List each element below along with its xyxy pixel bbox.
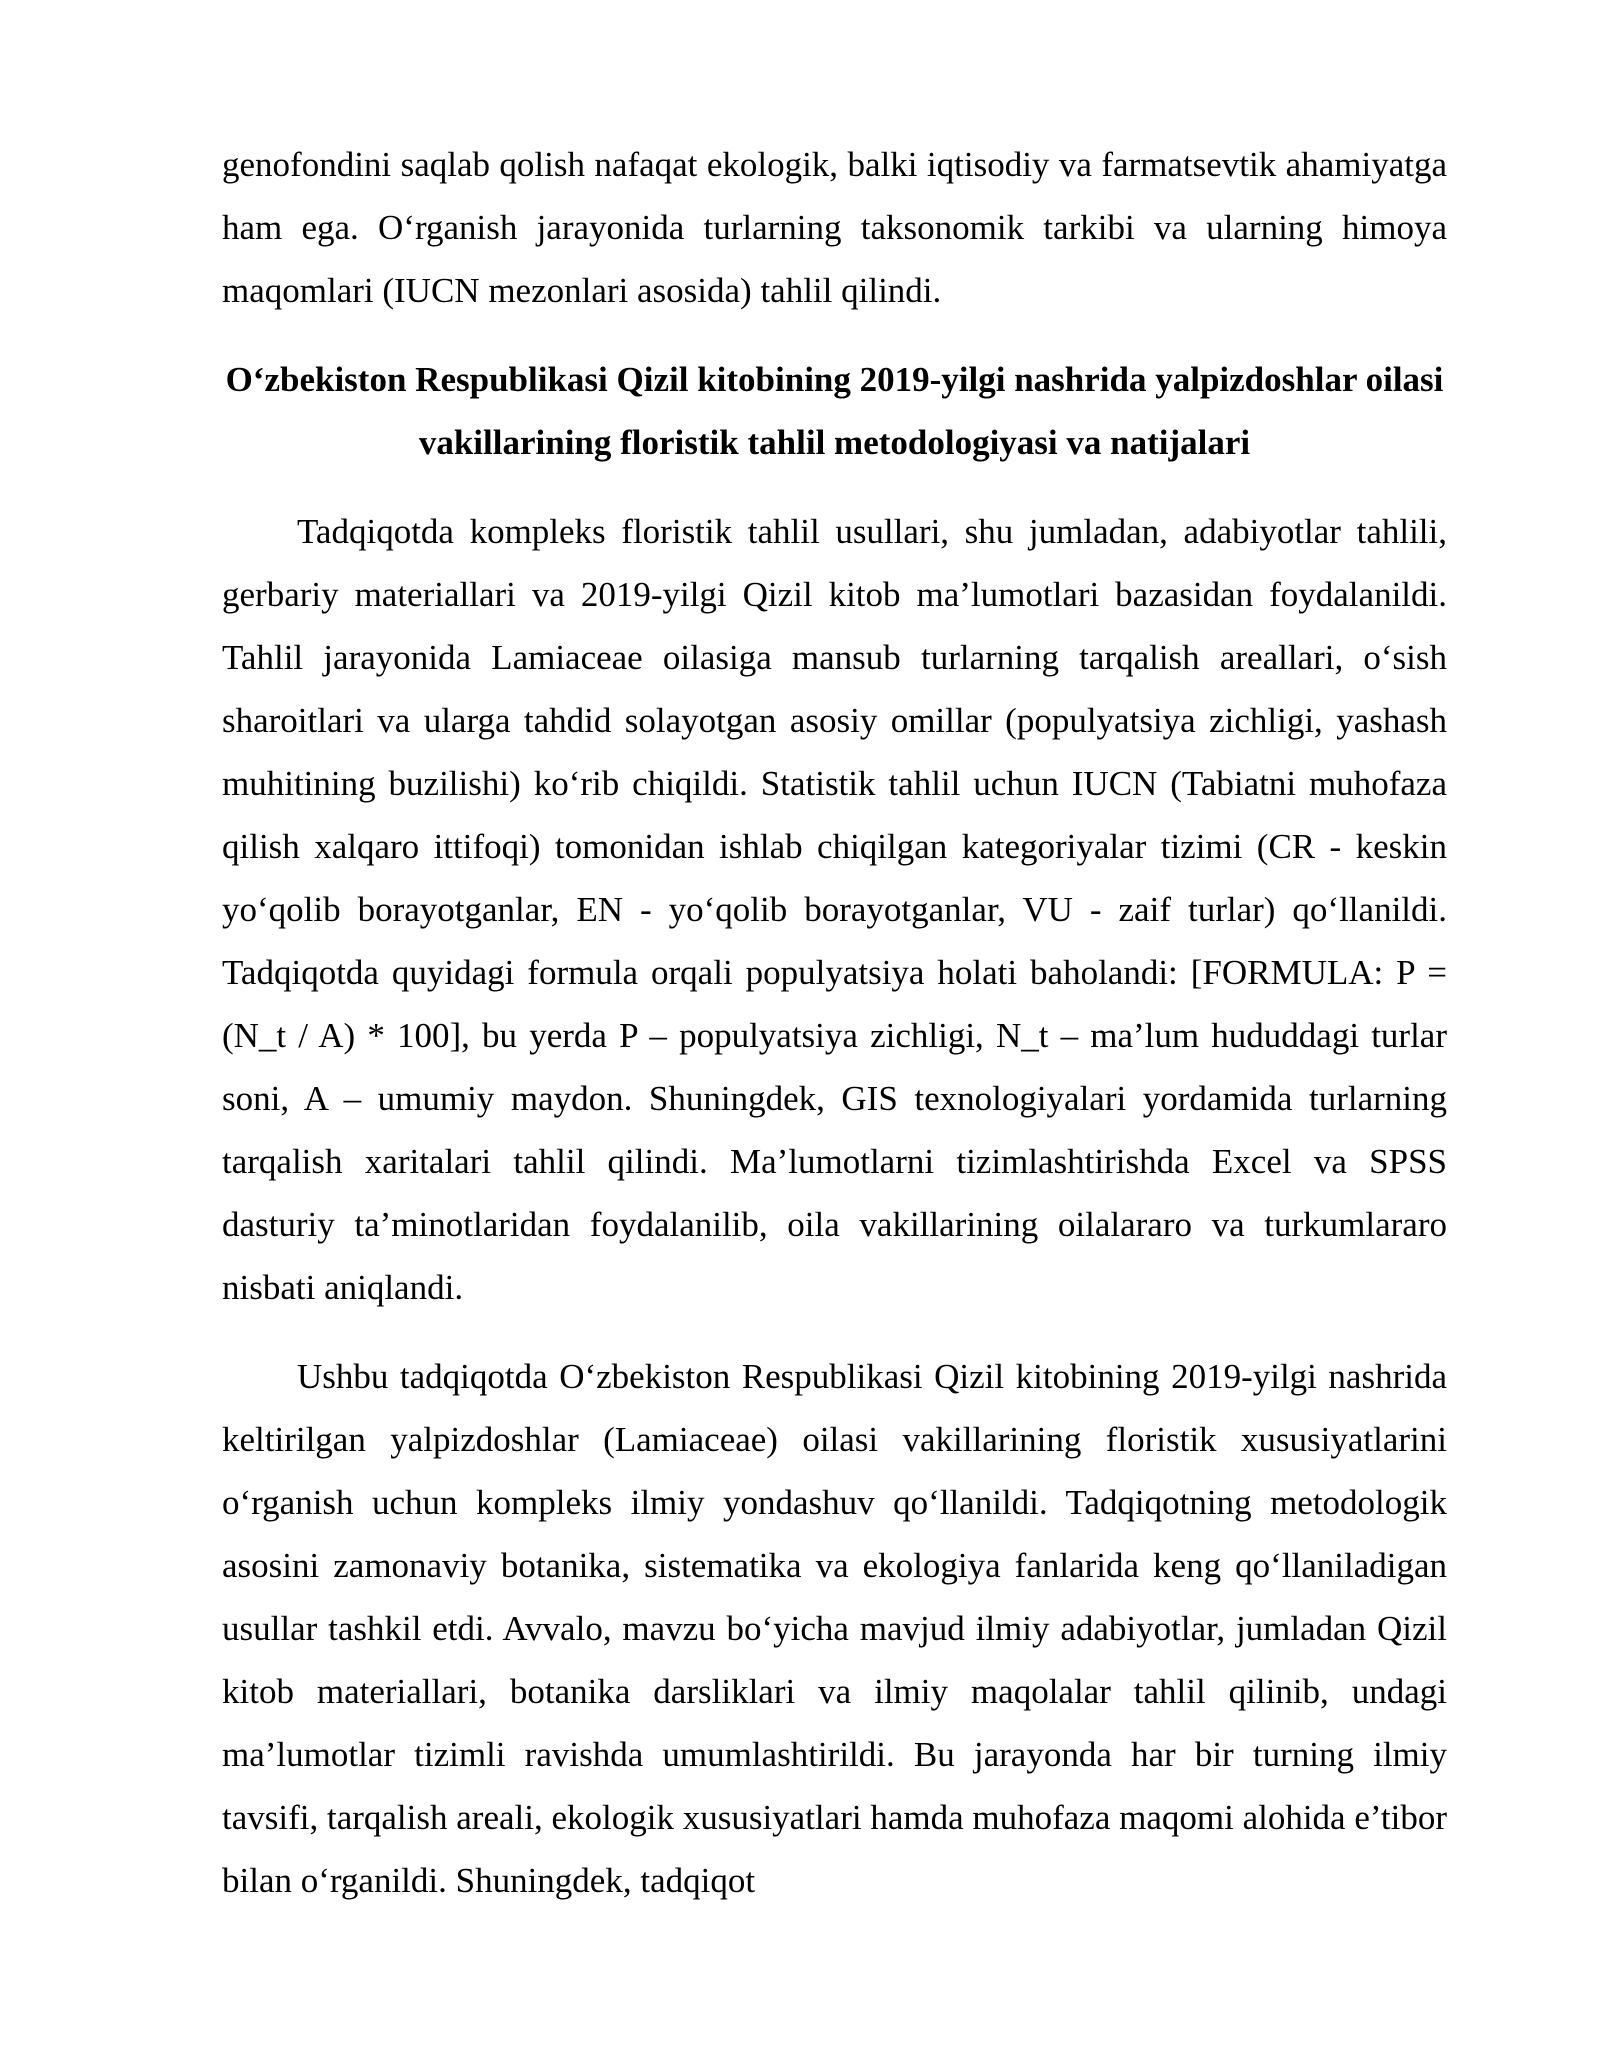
paragraph-methodology: Tadqiqotda kompleks floristik tahlil usullari, shu jumladan, adabiyotlar tahlili, gerbariy materiallari va 2019-yilgi Qizil kitob ma’lumotlari bazasidan foydalanildi. Tahlil jarayonida Lamiaceae oilasiga mansub turlarning tarqalish areallari, o‘sish sharoitlari va ularga tahdid solayotgan asosiy omillar (populyatsiya zichligi, yashash muhitining buzilishi) ko‘rib chiqildi. Statistik tahlil uchun IUCN (Tabiatni muhofaza qilish xalqaro ittifoqi) tomonidan ishlab chiqilgan kategoriyalar tizimi (CR - keskin yo‘qolib borayotganlar, EN - yo‘qolib borayotganlar, VU - zaif turlar) qo‘llanildi. Tadqiqotda quyidagi formula orqali populyatsiya holati baholandi: [FORMULA: P = (N_t / A) * 100], bu yerda P – populyatsiya zichligi, N_t – ma’lum hududdagi turlar soni, A – umumiy maydon. Shuningdek, GIS texnologiyalari yordamida turlarning tarqalish xaritalari tahlil qilindi. Ma’lumotlarni tizimlashtirishda Excel va SPSS dasturiy ta’minotlaridan foydalanilib, oila vakillarining oilalararo va turkumlararo nisbati aniqlandi. <box>222 512 1447 1307</box>
section-heading: O‘zbekiston Respublikasi Qizil kitobining 2019-yilgi nashrida yalpizdoshlar oilasi vakillarining floristik tahlil metodologiyasi va natijalari <box>225 360 1444 462</box>
paragraph-intro-continuation: genofondini saqlab qolish nafaqat ekologik, balki iqtisodiy va farmatsevtik ahamiyatga ham ega. O‘rganish jarayonida turlarning taksonomik tarkibi va ularning himoya maqomlari (IUCN mezonlari asosida) tahlil qilindi. <box>222 145 1447 310</box>
paragraph-research-approach: Ushbu tadqiqotda O‘zbekiston Respublikasi Qizil kitobining 2019-yilgi nashrida keltirilgan yalpizdoshlar (Lamiaceae) oilasi vakillarining floristik xususiyatlarini o‘rganish uchun kompleks ilmiy yondashuv qo‘llanildi. Tadqiqotning metodologik asosini zamonaviy botanika, sistematika va ekologiya fanlarida keng qo‘llaniladigan usullar tashkil etdi. Avvalo, mavzu bo‘yicha mavjud ilmiy adabiyotlar, jumladan Qizil kitob materiallari, botanika darsliklari va ilmiy maqolalar tahlil qilinib, undagi ma’lumotlar tizimli ravishda umumlashtirildi. Bu jarayonda har bir turning ilmiy tavsifi, tarqalish areali, ekologik xususiyatlari hamda muhofaza maqomi alohida e’tibor bilan o‘rganildi. Shuningdek, tadqiqot <box>222 1357 1447 1900</box>
